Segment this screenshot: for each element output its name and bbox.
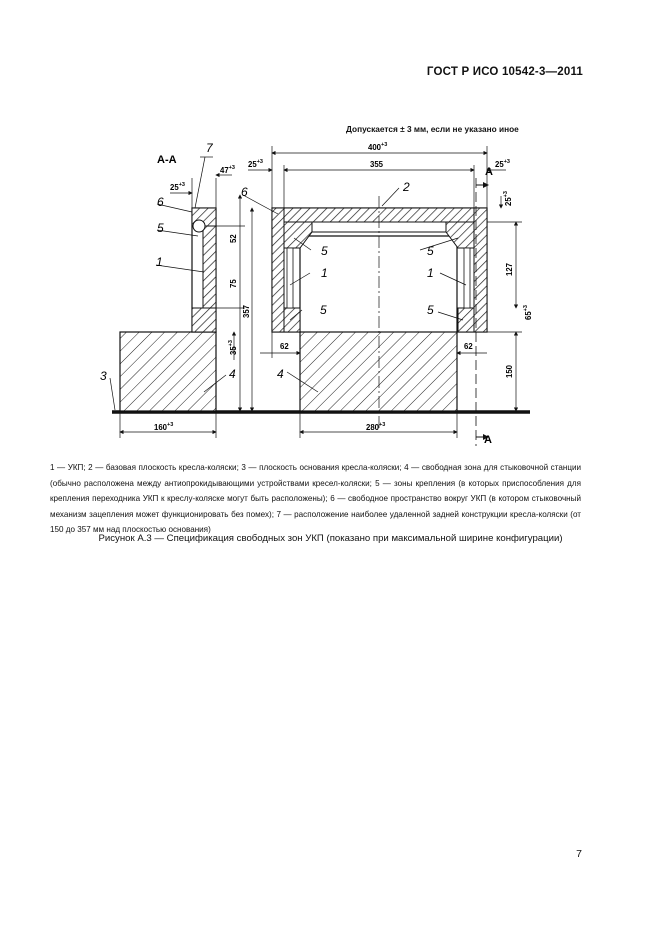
dim-47: 47 [220,166,229,175]
dim-47-tol: +3 [228,165,235,171]
callout-5-left: 5 [157,221,164,235]
dim-25-b-tol: +3 [503,159,510,165]
svg-text:25+3 [170,182,185,192]
tolerance-note: Допускается ± 3 мм, если не указано иное [346,124,519,134]
dim-150: 150 [505,364,514,378]
left-lower-zone [284,308,300,332]
right-inner-rail [464,248,470,308]
page-number: 7 [576,848,582,860]
figure-caption: Рисунок А.3 — Спецификация свободных зон УКП (показано при максимальной ширине конфигурации) [98,533,563,544]
callout-3: 3 [100,369,107,383]
svg-text:47+3 [220,165,235,175]
dim-62-right: 62 [464,342,473,351]
dim-160: 160 [154,423,168,432]
dim-25-c: 25 [170,183,179,192]
svg-text:25+3 [248,159,263,169]
callout-5-top-left: 5 [321,244,328,258]
callout-5-top-right: 5 [427,244,434,258]
left-hook-circle [193,220,205,232]
left-inner-rail [287,248,293,308]
dim-280: 280 [366,423,380,432]
dim-62-left: 62 [280,342,289,351]
left-upright [272,208,284,332]
dim-75: 75 [229,279,238,288]
document-header: ГОСТ Р ИСО 10542-3—2011 [426,66,583,78]
dim-25-d: 25 [504,197,513,206]
section-mark-bottom: А [484,434,492,446]
svg-text:35+3 [228,340,238,355]
svg-text:25+3 [503,191,513,206]
dim-35-tol: +3 [228,340,234,347]
dim-355: 355 [370,160,384,169]
callout-5-bottom-left: 5 [320,303,327,317]
dim-280-tol: +3 [379,422,386,428]
figure-legend: 1 — УКП; 2 — базовая плоскость кресла-коляски; 3 — плоскость основания кресла-коляски; 4 — свободная зона для стыковочной станции (обычно расположена между антиопрокидывающими устройствами кресел-коляски; 5 — зоны крепления (в которых приспособления для крепления переходника УКП к креслу-коляске могут быть расположены); 6 — свободное пространство вокруг УКП (в котором стыковочный механизм зацепления может функционировать без помех); 7 — расположение наиболее удаленной задней конструкции кресла-коляски (от 150 до 357 мм над плоскостью основания) [50,463,581,534]
left-corner-zone [284,222,312,248]
callout-1-center-left: 1 [321,266,328,280]
section-mark-top: А [485,166,493,178]
dim-160-tol: +3 [167,422,174,428]
dim-127: 127 [505,262,514,276]
callout-6-right: 6 [241,185,248,199]
dim-25-d-tol: +3 [503,191,509,198]
svg-text:65+3 [523,305,533,320]
left-bottom-zone [192,308,216,332]
callout-7: 7 [206,141,213,155]
right-docking-block [300,332,457,411]
dim-400-tol: +3 [381,142,388,148]
dim-52: 52 [229,234,238,243]
svg-text:280+3 [366,422,385,432]
svg-text:160+3 [154,422,173,432]
svg-text:400+3 [368,142,387,152]
dim-400: 400 [368,143,382,152]
left-column-core [203,226,216,308]
right-corner-zone [446,222,474,248]
dim-25-c-tol: +3 [178,182,185,188]
callout-6-left: 6 [157,195,164,209]
technical-drawing [0,0,661,450]
dim-357: 357 [242,304,251,318]
callout-1-left: 1 [156,255,163,269]
svg-text:25+3 [495,159,510,169]
left-docking-block [120,332,216,411]
callout-4-left: 4 [229,367,236,381]
callout-2: 2 [403,180,410,194]
callout-4-right: 4 [277,367,284,381]
dim-35: 35 [229,346,238,355]
dim-65-tol: +3 [523,305,529,312]
dim-25-b: 25 [495,160,504,169]
section-label: А-А [157,154,177,166]
dim-25-a-tol: +3 [256,159,263,165]
right-lower-zone [458,308,474,332]
dim-25-a: 25 [248,160,257,169]
dim-65: 65 [524,311,533,320]
callout-1-center-right: 1 [427,266,434,280]
callout-5-bottom-right: 5 [427,303,434,317]
